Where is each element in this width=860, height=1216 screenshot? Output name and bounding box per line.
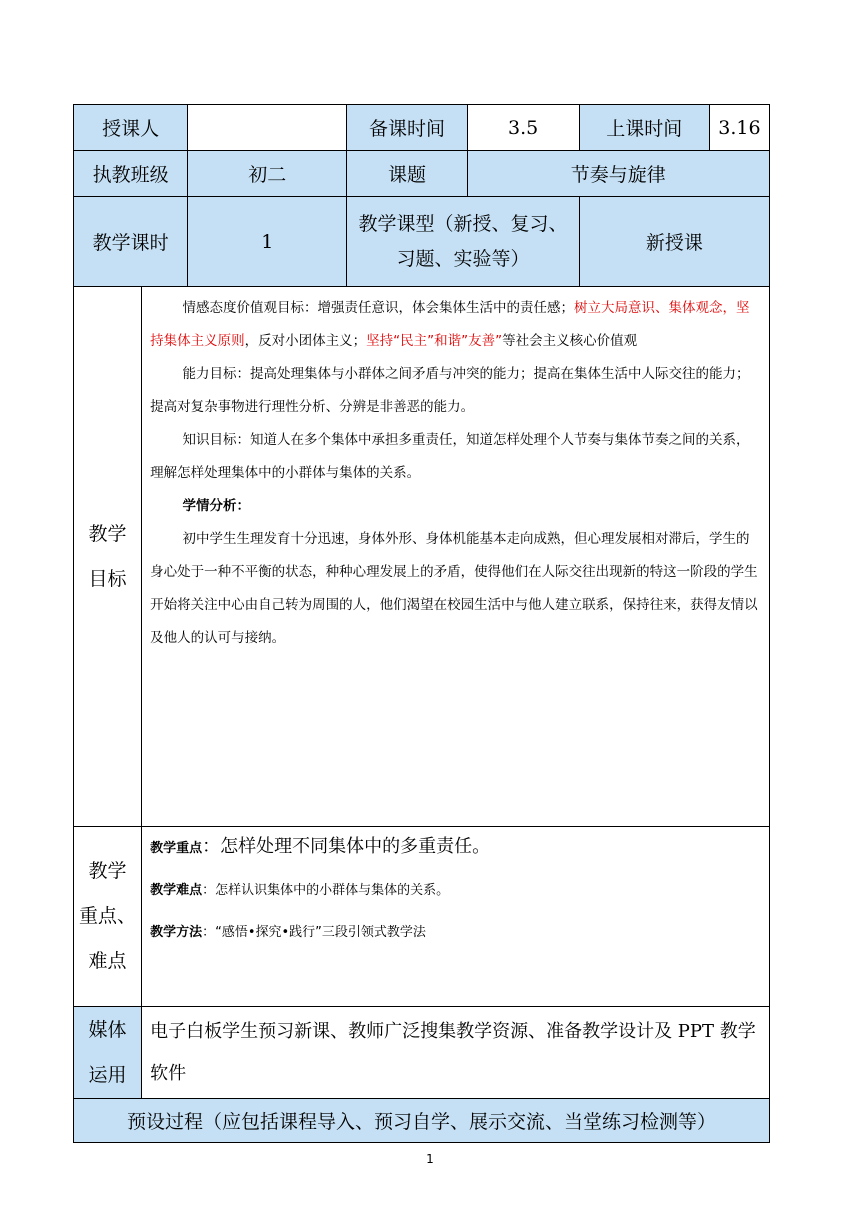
- hours-label: 教学课时: [74, 197, 188, 287]
- topic-label: 课题: [347, 151, 467, 197]
- media-content: 电子白板学生预习新课、教师广泛搜集教学资源、准备教学设计及 PPT 教学软件: [142, 1007, 770, 1099]
- topic-value: 节奏与旋律: [467, 151, 769, 197]
- type-label: 教学课型（新授、复习、习题、实验等）: [347, 197, 579, 287]
- class-time-value: 3.16: [709, 105, 769, 151]
- emotion-goal: 情感态度价值观目标：增强责任意识，体会集体生活中的责任感；树立大局意识、集体观念，坚持集体主义原则，反对小团体主义；坚持“民主”和谐”友善”等社会主义核心价值观: [150, 300, 750, 349]
- keypoints-label: 教学 重点、 难点: [74, 827, 142, 1007]
- ability-goal: 能力目标：提高处理集体与小群体之间矛盾与冲突的能力；提高在集体生活中人际交往的能力；提高对复杂事物进行理性分析、分辨是非善恶的能力。: [150, 366, 750, 415]
- process-title: 预设过程（应包括课程导入、预习自学、展示交流、当堂练习检测等）: [74, 1099, 770, 1143]
- teacher-value: [188, 105, 347, 151]
- class-time-label: 上课时间: [579, 105, 709, 151]
- difficulty-row: 教学难点：怎样认识集体中的小群体与集体的关系。: [150, 883, 450, 898]
- method-row: 教学方法：“感悟•探究•践行”三段引领式教学法: [150, 925, 426, 940]
- type-value: 新授课: [579, 197, 769, 287]
- goals-label-line2: 目标: [88, 567, 127, 590]
- prep-time-label: 备课时间: [347, 105, 467, 151]
- media-label: 媒体 运用: [74, 1007, 142, 1099]
- class-value: 初二: [188, 151, 347, 197]
- hours-value: 1: [188, 197, 347, 287]
- analysis-text: 初中学生生理发育十分迅速，身体外形、身体机能基本走向成熟，但心理发展相对滞后，学生的身心处于一种不平衡的状态，种种心理发展上的矛盾，使得他们在人际交往出现新的特这一阶段的学生开始将关注中心由自己转为周围的人，他们渴望在校园生活中与他人建立联系，保持往来，获得友情以及他人的认可与接纳。: [150, 531, 758, 646]
- goals-label: [74, 287, 142, 827]
- prep-time-value: 3.5: [467, 105, 579, 151]
- page-number: 1: [426, 1152, 434, 1166]
- teacher-label: 授课人: [74, 105, 188, 151]
- keypoints-content: [142, 827, 770, 1007]
- focus-row: 教学重点：怎样处理不同集体中的多重责任。: [150, 836, 491, 857]
- class-label: 执教班级: [74, 151, 188, 197]
- emotion-red-2: 坚持“民主”和谐”友善”: [366, 333, 503, 349]
- goals-label-line1: 教学: [88, 522, 127, 545]
- emotion-red-1: 树立大局意识、集体观念，坚持集体主义原则: [150, 300, 750, 349]
- knowledge-goal: 知识目标：知道人在多个集体中承担多重责任，知道怎样处理个人节奏与集体节奏之间的关系，理解怎样处理集体中的小群体与集体的关系。: [150, 432, 750, 481]
- lesson-plan-table: [73, 104, 770, 1143]
- analysis-title: 学情分析：: [182, 498, 250, 514]
- goals-content: [142, 287, 770, 827]
